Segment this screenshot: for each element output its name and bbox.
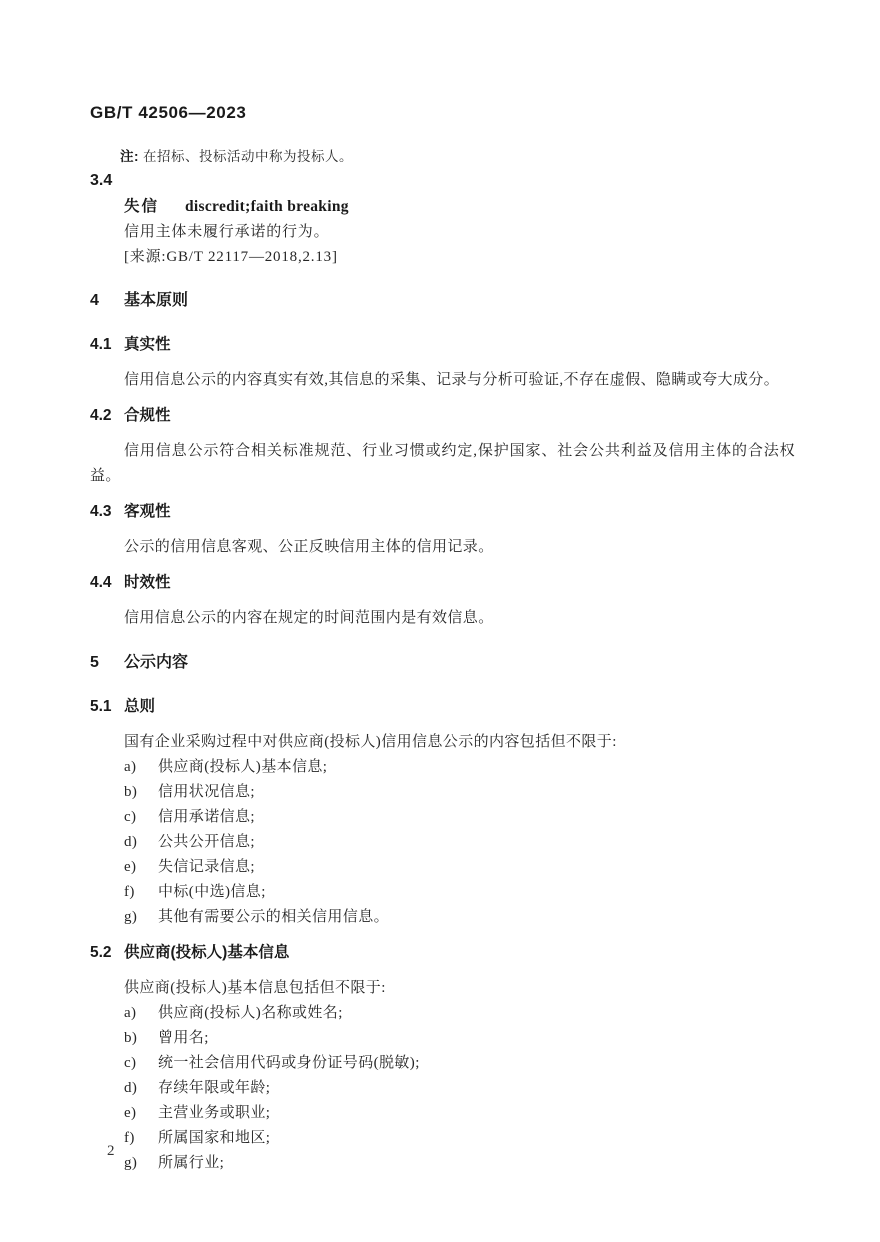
section-5-1-list [90, 755, 795, 930]
list-item-letter: g) [124, 1155, 138, 1171]
note-text: 在招标、投标活动中称为投标人。 [143, 149, 353, 164]
list-item [90, 1101, 795, 1126]
list-item-letter: f) [124, 1130, 135, 1146]
section-4-3-title: 客观性 [124, 503, 171, 520]
list-item-text: 信用状况信息; [158, 784, 255, 800]
list-item-text: 供应商(投标人)名称或姓名; [158, 1005, 343, 1021]
note-line [120, 147, 795, 167]
list-item [90, 1051, 795, 1076]
list-item [90, 805, 795, 830]
section-5-1-number: 5.1 [90, 698, 112, 715]
list-item-letter: e) [124, 859, 137, 875]
section-4-title: 基本原则 [124, 292, 189, 309]
list-item-letter: b) [124, 784, 138, 800]
section-4-3-number: 4.3 [90, 503, 112, 520]
standard-number: GB/T 42506—2023 [90, 103, 247, 122]
section-4-1-body: 信用信息公示的内容真实有效,其信息的采集、记录与分析可验证,不存在虚假、隐瞒或夸大成分。 [124, 372, 780, 388]
section-4-4-title: 时效性 [124, 574, 171, 591]
section-5-2-number: 5.2 [90, 944, 112, 961]
list-item [90, 855, 795, 880]
section-4-2-title: 合规性 [124, 407, 171, 424]
list-item-letter: a) [124, 759, 137, 775]
section-4-1-number: 4.1 [90, 336, 112, 353]
list-item [90, 880, 795, 905]
list-item-letter: d) [124, 834, 138, 850]
section-4-3-body: 公示的信用信息客观、公正反映信用主体的信用记录。 [124, 539, 494, 555]
list-item-letter: g) [124, 909, 138, 925]
term-english: discredit;faith breaking [185, 198, 349, 215]
list-item-letter: c) [124, 809, 137, 825]
section-5-number: 5 [90, 654, 99, 671]
section-5-1-title: 总则 [124, 698, 156, 715]
list-item-text: 信用承诺信息; [158, 809, 255, 825]
list-item-letter: d) [124, 1080, 138, 1096]
term-chinese: 失信 [124, 198, 160, 215]
note-label: 注: [120, 149, 139, 164]
section-5-2-intro: 供应商(投标人)基本信息包括但不限于: [124, 980, 386, 996]
list-item-text: 统一社会信用代码或身份证号码(脱敏); [158, 1055, 420, 1071]
list-item [90, 830, 795, 855]
section-4-3-heading [90, 502, 795, 522]
term-entry [124, 195, 795, 219]
list-item-text: 所属国家和地区; [158, 1130, 271, 1146]
list-item [90, 1026, 795, 1051]
section-5-2-list [90, 1001, 795, 1176]
list-item-text: 中标(中选)信息; [158, 884, 266, 900]
list-item [90, 755, 795, 780]
section-4-number: 4 [90, 292, 99, 309]
section-5-1-heading [90, 697, 795, 717]
section-4-1-heading [90, 335, 795, 355]
list-item-text: 主营业务或职业; [158, 1105, 271, 1121]
list-item [90, 1126, 795, 1151]
list-item-text: 存续年限或年龄; [158, 1080, 271, 1096]
section-4-4-number: 4.4 [90, 574, 112, 591]
list-item-letter: e) [124, 1105, 137, 1121]
list-item-letter: f) [124, 884, 135, 900]
section-4-1-title: 真实性 [124, 336, 171, 353]
list-item [90, 905, 795, 930]
section-4-2-number: 4.2 [90, 407, 112, 424]
section-5-title: 公示内容 [124, 654, 189, 671]
section-5-2-title: 供应商(投标人)基本信息 [124, 944, 290, 961]
list-item-text: 所属行业; [158, 1155, 225, 1171]
section-4-4-body: 信用信息公示的内容在规定的时间范围内是有效信息。 [124, 610, 494, 626]
list-item-text: 失信记录信息; [158, 859, 255, 875]
list-item-text: 公共公开信息; [158, 834, 255, 850]
list-item [90, 780, 795, 805]
list-item-letter: b) [124, 1030, 138, 1046]
term-source: [来源:GB/T 22117—2018,2.13] [124, 249, 338, 265]
clause-number-3-4: 3.4 [90, 172, 113, 189]
list-item-text: 其他有需要公示的相关信用信息。 [158, 909, 390, 925]
page-number: 2 [107, 1143, 115, 1159]
list-item-text: 供应商(投标人)基本信息; [158, 759, 328, 775]
section-5-1-intro: 国有企业采购过程中对供应商(投标人)信用信息公示的内容包括但不限于: [124, 734, 617, 750]
section-4-2-body: 信用信息公示符合相关标准规范、行业习惯或约定,保护国家、社会公共利益及信用主体的合法权益。 [90, 443, 795, 484]
list-item-letter: c) [124, 1055, 137, 1071]
list-item-letter: a) [124, 1005, 137, 1021]
section-4-heading [90, 291, 795, 311]
term-definition: 信用主体未履行承诺的行为。 [124, 224, 330, 240]
section-5-2-heading [90, 943, 795, 963]
list-item [90, 1001, 795, 1026]
section-4-2-heading [90, 406, 795, 426]
section-4-4-heading [90, 573, 795, 593]
list-item [90, 1076, 795, 1101]
list-item [90, 1151, 795, 1176]
list-item-text: 曾用名; [158, 1030, 209, 1046]
section-5-heading [90, 653, 795, 673]
